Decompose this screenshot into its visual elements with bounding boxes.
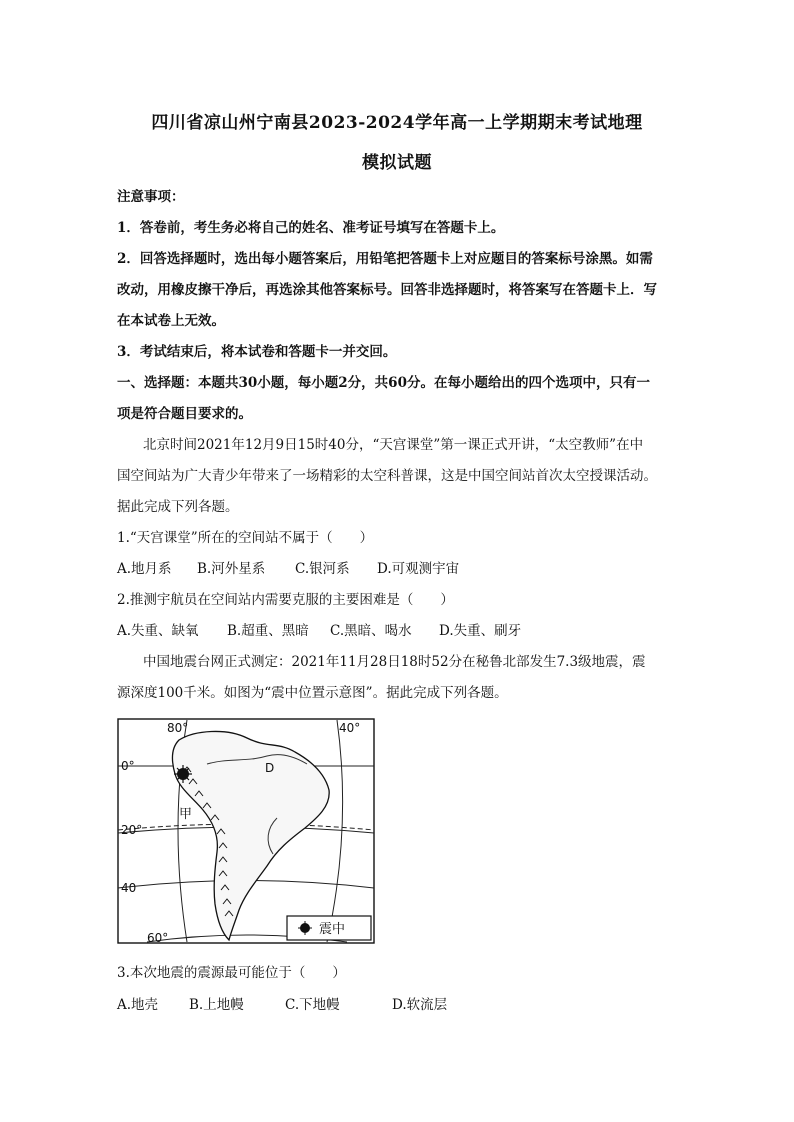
q1-option-c[interactable]: C.银河系 [295, 561, 350, 577]
notice-heading: 注意事项： [117, 189, 185, 205]
q3-option-b[interactable]: B.上地幔 [189, 997, 244, 1013]
label-d: D [265, 761, 275, 775]
lat-label-20: 20° [121, 823, 143, 837]
lat-label-0: 0° [121, 759, 135, 773]
lat-label-60: 60° [147, 931, 169, 944]
q1-option-b[interactable]: B.河外星系 [197, 561, 266, 577]
lon-label-40: 40° [339, 721, 361, 735]
lat-label-40: 40 [121, 881, 137, 895]
passage1-line1: 北京时间2021年12月9日15时40分，“天宫课堂”第一课正式开讲，“太空教师”在中 [143, 437, 644, 453]
q3-option-c[interactable]: C.下地幔 [285, 997, 340, 1013]
passage2-line2: 源深度100千米。如图为“震中位置示意图”。据此完成下列各题。 [117, 685, 508, 701]
notice-item-1: 1．答卷前，考生务必将自己的姓名、准考证号填写在答题卡上。 [117, 220, 505, 236]
notice-item-2-line3: 在本试卷上无效。 [117, 313, 225, 329]
epicenter-map [117, 718, 375, 944]
q2-option-d[interactable]: D.失重、刷牙 [439, 623, 522, 639]
notice-item-3: 3．考试结束后，将本试卷和答题卡一并交回。 [117, 344, 397, 360]
q3-option-d[interactable]: D.软流层 [392, 997, 448, 1013]
label-jia: 甲 [179, 807, 193, 822]
passage1-line3: 据此完成下列各题。 [117, 499, 239, 515]
notice-item-2-line1: 2．回答选择题时，选出每小题答案后，用铅笔把答题卡上对应题目的答案标号涂黑。如需 [117, 251, 653, 267]
q3-option-a[interactable]: A.地壳 [117, 997, 159, 1013]
lon-label-80: 80° [167, 721, 189, 735]
question-2: 2.推测宇航员在空间站内需要克服的主要困难是（ ） [117, 592, 454, 608]
q2-option-c[interactable]: C.黑暗、喝水 [330, 623, 412, 639]
passage1-line2: 国空间站为广大青少年带来了一场精彩的太空科普课，这是中国空间站首次太空授课活动。 [117, 468, 657, 484]
section-heading-line2: 项是符合题目要求的。 [117, 406, 252, 422]
q1-option-d[interactable]: D.可观测宇宙 [377, 561, 460, 577]
legend-label: 震中 [319, 922, 346, 937]
section-heading-line1: 一、选择题：本题共30小题，每小题2分，共60分。在每小题给出的四个选项中，只有一 [117, 375, 650, 391]
exam-title-line1: 四川省凉山州宁南县2023-2024学年高一上学期期末考试地理 [151, 113, 643, 133]
passage2-line1: 中国地震台网正式测定：2021年11月28日18时52分在秘鲁北部发生7.3级地震，震 [143, 654, 646, 670]
question-1: 1.“天宫课堂”所在的空间站不属于（ ） [117, 530, 374, 546]
epicenter-map-figure [117, 718, 375, 944]
q2-option-b[interactable]: B.超重、黑暗 [227, 623, 309, 639]
q1-option-a[interactable]: A.地月系 [117, 561, 172, 577]
notice-item-2-line2: 改动，用橡皮擦干净后，再选涂其他答案标号。回答非选择题时，将答案写在答题卡上．写 [117, 282, 657, 298]
question-3: 3.本次地震的震源最可能位于（ ） [117, 965, 346, 981]
q2-option-a[interactable]: A.失重、缺氧 [117, 623, 199, 639]
exam-title-line2: 模拟试题 [362, 153, 432, 173]
